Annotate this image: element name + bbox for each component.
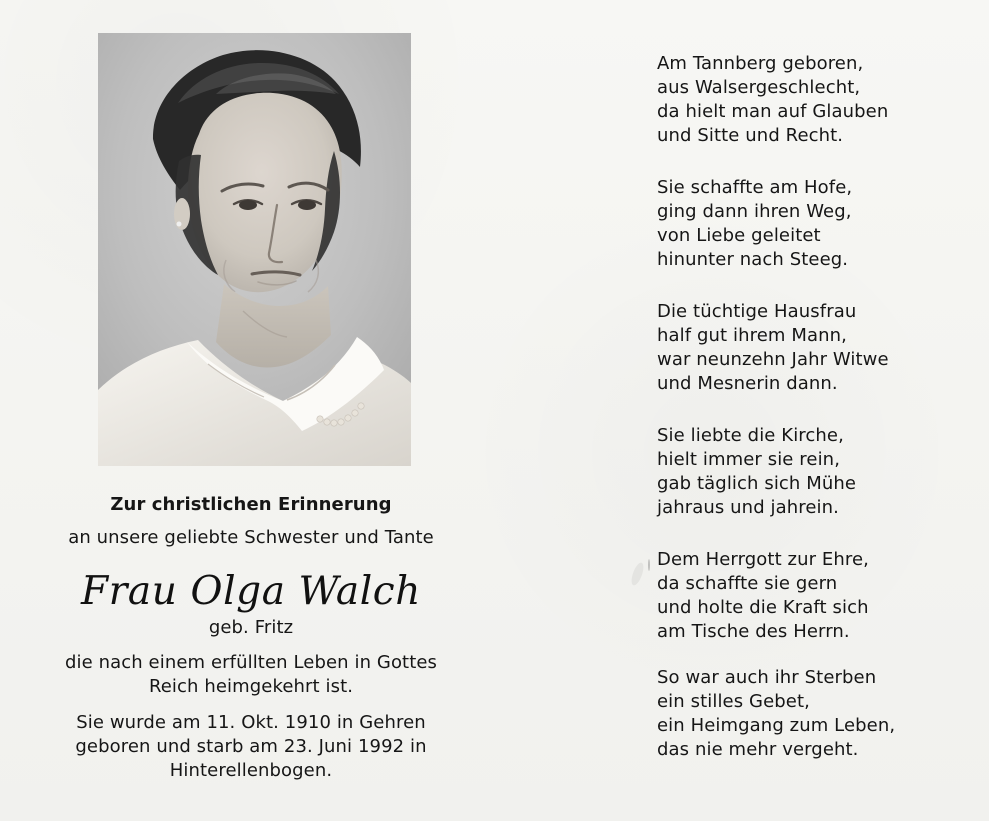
life-summary-line-1: die nach einem erfüllten Leben in Gottes [64, 652, 438, 673]
portrait-photo [98, 33, 411, 466]
poem-line: hinunter nach Steeg. [657, 249, 849, 270]
poem-stanza-1 [657, 52, 957, 148]
deceased-name-text: Frau Olga Walch [81, 569, 421, 614]
poem-stanza-3 [657, 300, 957, 396]
poem-line: gab täglich sich Mühe [657, 473, 857, 494]
poem-line: da hielt man auf Glauben [657, 101, 889, 122]
maiden-name: geb. Fritz [208, 617, 294, 638]
poem-stanza-5 [657, 548, 957, 644]
poem-line: half gut ihrem Mann, [657, 325, 847, 346]
poem-line: und Mesnerin dann. [657, 373, 838, 394]
poem-line: und holte die Kraft sich [657, 597, 869, 618]
life-summary-line-2: Reich heimgekehrt ist. [148, 676, 354, 697]
paper-mark [629, 561, 646, 587]
birth-death-line-1: Sie wurde am 11. Okt. 1910 in Gehren [76, 712, 426, 733]
memorial-heading: Zur christlichen Erinnerung [110, 494, 392, 515]
poem-line: und Sitte und Recht. [657, 125, 844, 146]
poem-line: aus Walsergeschlecht, [657, 77, 861, 98]
deceased-name [56, 560, 446, 624]
paper-mark [648, 559, 650, 571]
poem-line: Sie schaffte am Hofe, [657, 177, 853, 198]
poem-line: So war auch ihr Sterben [657, 667, 877, 688]
poem-line: das nie mehr vergeht. [657, 739, 859, 760]
poem-line: Am Tannberg geboren, [657, 53, 864, 74]
poem-line: ein Heimgang zum Leben, [657, 715, 896, 736]
poem-line: ging dann ihren Weg, [657, 201, 852, 222]
poem-line: jahraus und jahrein. [657, 497, 839, 518]
poem-stanza-6 [657, 666, 957, 762]
poem-line: am Tische des Herrn. [657, 621, 850, 642]
memorial-left-panel [38, 30, 464, 790]
birth-death-line-3: Hinterellenbogen. [169, 760, 333, 781]
memorial-poem [657, 52, 957, 772]
poem-line: hielt immer sie rein, [657, 449, 841, 470]
poem-stanza-2 [657, 176, 957, 272]
poem-stanza-4 [657, 424, 957, 520]
poem-line: ein stilles Gebet, [657, 691, 810, 712]
poem-line: Dem Herrgott zur Ehre, [657, 549, 870, 570]
poem-line: Sie liebte die Kirche, [657, 425, 844, 446]
poem-line: war neunzehn Jahr Witwe [657, 349, 889, 370]
poem-line: Die tüchtige Hausfrau [657, 301, 857, 322]
poem-line: von Liebe geleitet [657, 225, 821, 246]
portrait-icon [98, 33, 411, 466]
poem-line: da schaffte sie gern [657, 573, 838, 594]
memorial-intro: an unsere geliebte Schwester und Tante [68, 527, 434, 548]
birth-death-line-2: geboren und starb am 23. Juni 1992 in [75, 736, 427, 757]
